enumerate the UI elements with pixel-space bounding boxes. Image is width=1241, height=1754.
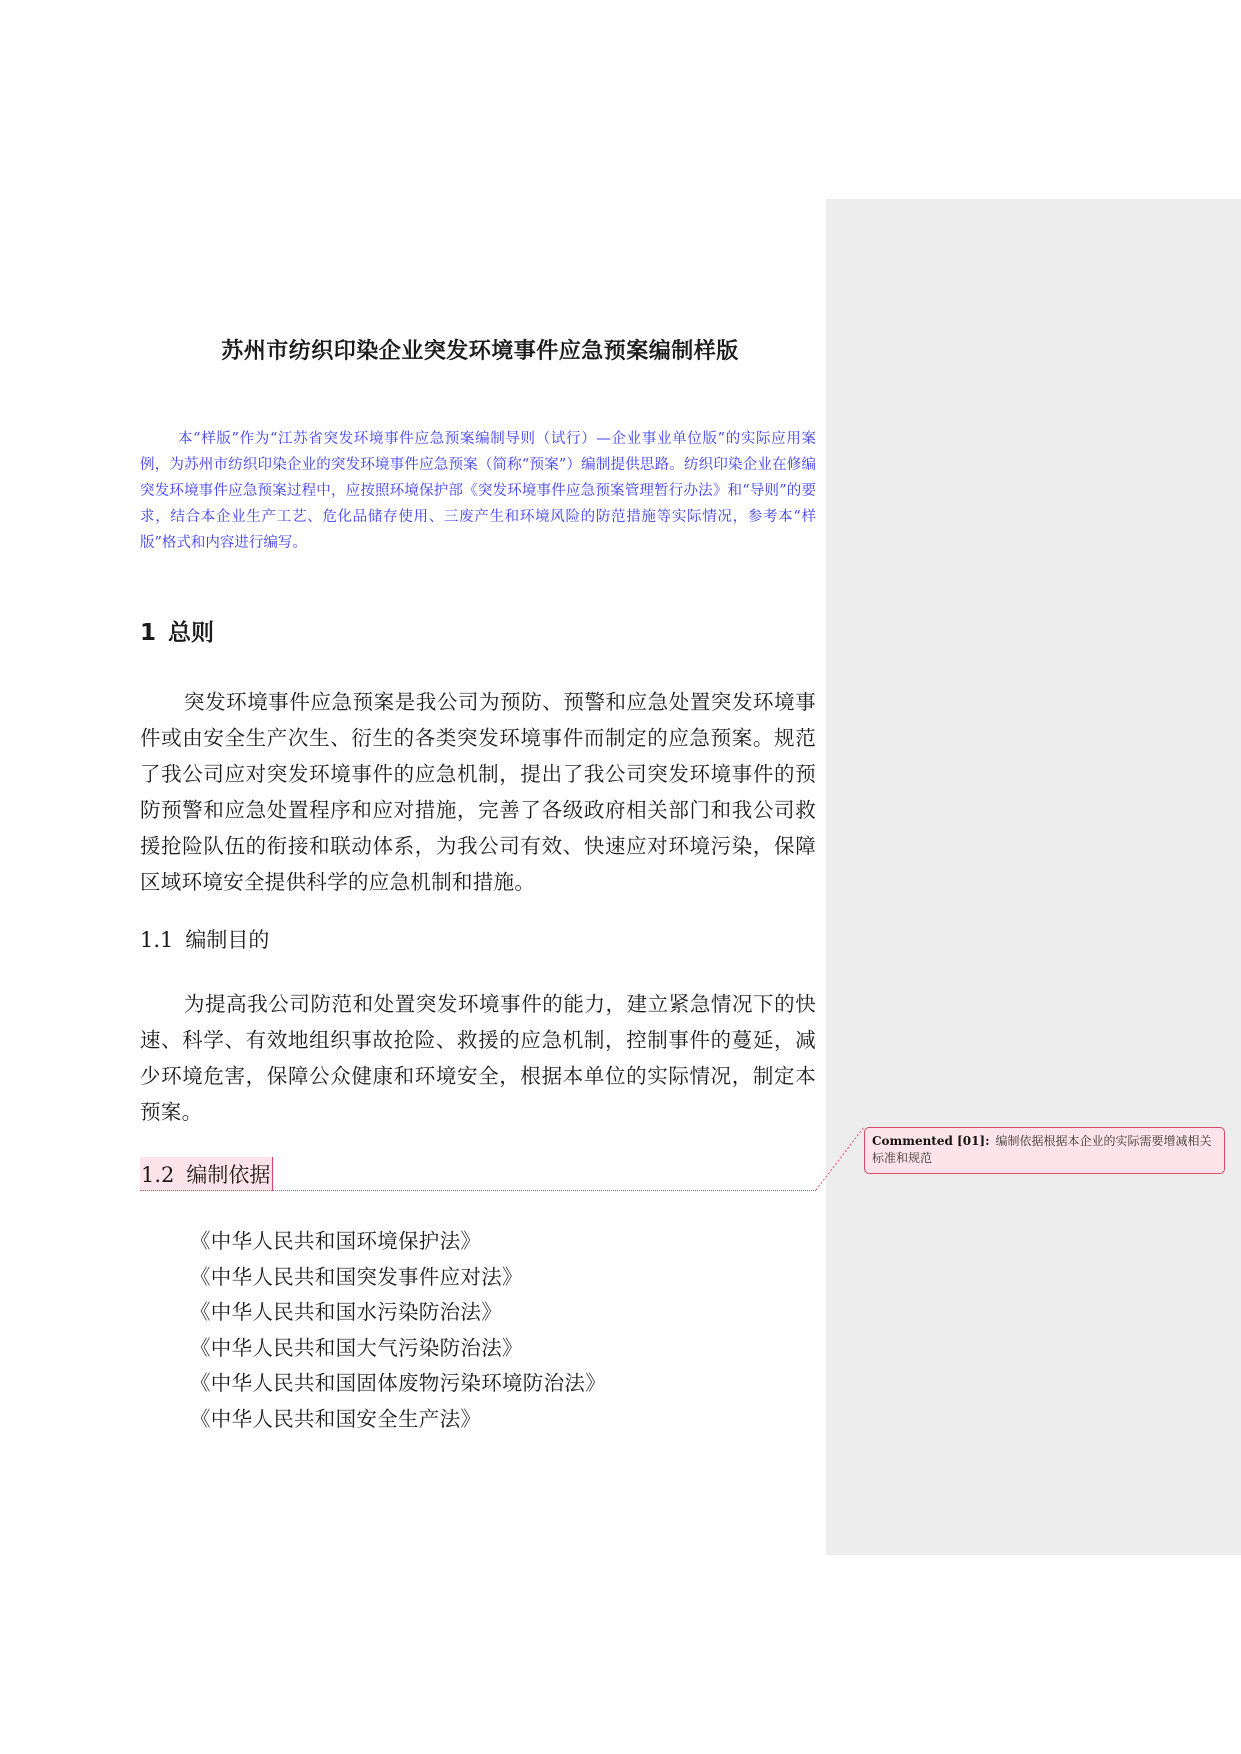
comment-pane [826, 199, 1241, 1555]
section-1-paragraph: 突发环境事件应急预案是我公司为预防、预警和应急处置突发环境事件或由安全生产次生、衍生的各类突发环境事件而制定的应急预案。规范了我公司应对突发环境事件的应急机制，提出了我公司突发环境事件的预防预警和应急处置程序和应对措施，完善了各级政府相关部门和我公司救援抢险队伍的衔接和联动体系，为我公司有效、快速应对环境污染，保障区域环境安全提供科学的应急机制和措施。 [140, 690, 816, 894]
section-1-2-heading[interactable] [140, 1157, 273, 1191]
comment-author: Commented [01]: [872, 1134, 990, 1148]
section-1-1-number: 1.1 [140, 928, 174, 952]
section-1-1-paragraph: 为提高我公司防范和处置突发环境事件的能力，建立紧急情况下的快速、科学、有效地组织事故抢险、救援的应急机制，控制事件的蔓延，减少环境危害，保障公众健康和环境安全，根据本单位的实际情况，制定本预案。 [140, 992, 816, 1124]
comment-text: 编制依据根据本企业的实际需要增减相关标准和规范 [872, 1134, 1212, 1165]
list-item: 《中华人民共和国大气污染防治法》 [190, 1335, 523, 1360]
document-title: 苏州市纺织印染企业突发环境事件应急预案编制样版 [221, 339, 739, 364]
section-1-2-title: 编制依据 [186, 1163, 271, 1187]
list-item: 《中华人民共和国固体废物污染环境防治法》 [190, 1371, 606, 1395]
comment-anchor-line [140, 1190, 816, 1191]
section-1-heading [140, 614, 214, 647]
law-list [190, 1224, 606, 1437]
section-1-title: 总则 [168, 620, 215, 646]
list-item: 《中华人民共和国突发事件应对法》 [190, 1264, 523, 1289]
list-item: 《中华人民共和国水污染防治法》 [190, 1300, 502, 1324]
list-item: 《中华人民共和国环境保护法》 [190, 1229, 482, 1253]
list-item: 《中华人民共和国安全生产法》 [190, 1406, 482, 1431]
section-1-1-title: 编制目的 [185, 928, 270, 952]
comment-balloon[interactable] [864, 1127, 1225, 1174]
section-1-1-heading [140, 924, 269, 954]
intro-note: 本“样版”作为“江苏省突发环境事件应急预案编制导则（试行）—企业事业单位版”的实际应用案例，为苏州市纺织印染企业的突发环境事件应急预案（简称“预案”）编制提供思路。纺织印染企业在修编突发环境事件应急预案过程中，应按照环境保护部《突发环境事件应急预案管理暂行办法》和“导则”的要求，结合本企业生产工艺、危化品储存使用、三废产生和环境风险的防范措施等实际情况，参考本“样版”格式和内容进行编写。 [140, 431, 816, 551]
section-1-2-number: 1.2 [141, 1163, 175, 1187]
section-1-number: 1 [140, 620, 157, 646]
